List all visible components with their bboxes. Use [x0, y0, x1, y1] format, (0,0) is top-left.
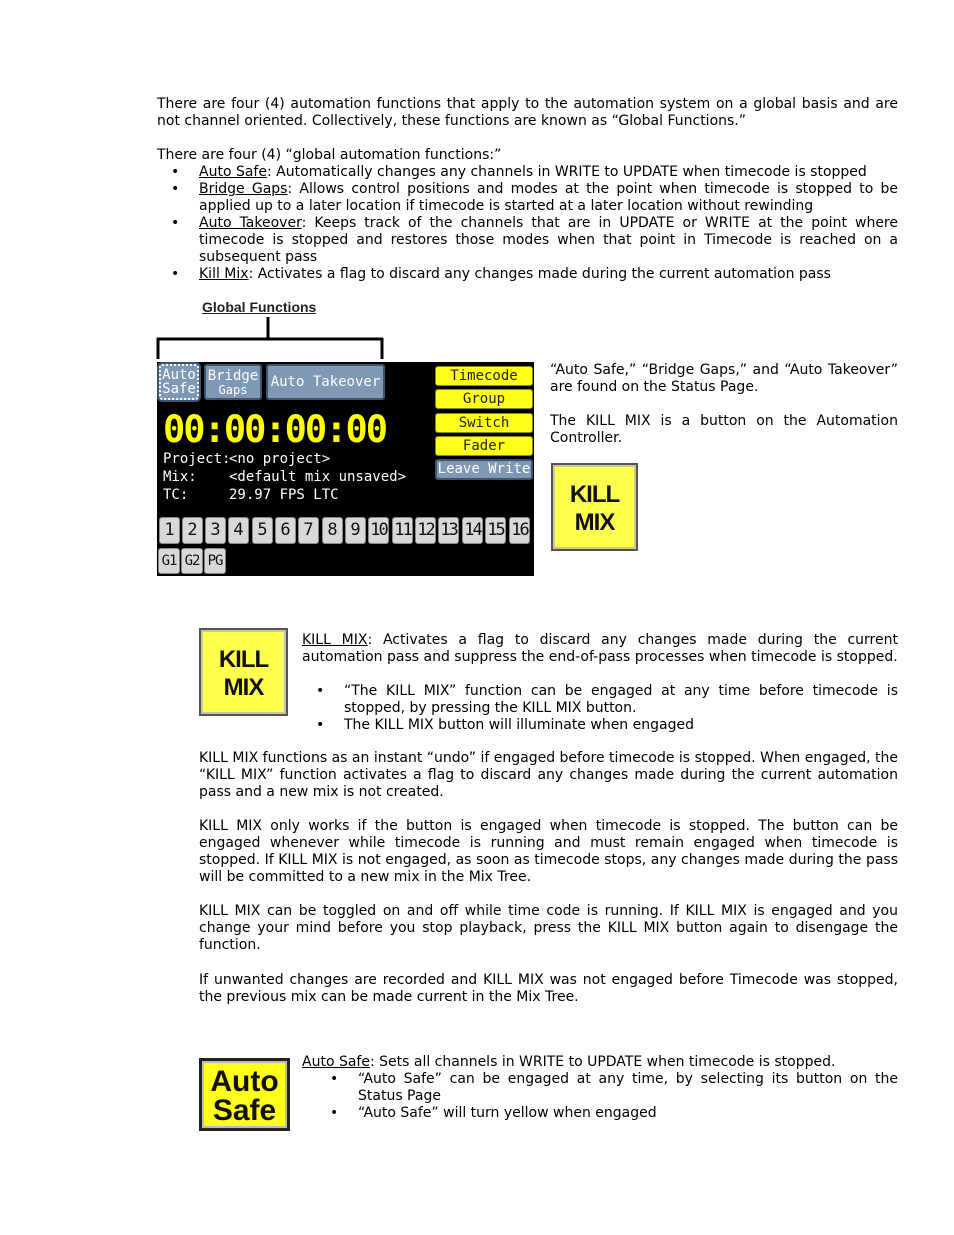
term-bridge-gaps: Bridge Gaps: [199, 181, 288, 197]
bracket-graphic: [155, 315, 387, 361]
leave-write-button[interactable]: Leave Write: [435, 459, 533, 480]
channel-button[interactable]: 14: [462, 517, 483, 544]
timecode-button[interactable]: Timecode: [435, 366, 533, 386]
channel-button[interactable]: 1: [159, 517, 180, 544]
kill-mix-bullets: [302, 683, 898, 734]
channel-button[interactable]: 2: [182, 517, 203, 544]
auto-safe-button-image: [199, 1058, 290, 1131]
kill-label-line1: KILL: [218, 646, 269, 673]
button-label: Bridge: [207, 368, 259, 384]
global-functions-list: [157, 164, 898, 283]
bullet: •: [330, 1105, 339, 1121]
term-description: : Activates a flag to discard any changes made during the current automation pass: [248, 266, 831, 282]
term-auto-safe: Auto Safe: [199, 164, 267, 180]
info-label: Project:: [163, 451, 231, 467]
auto-safe-term: Auto Safe: [302, 1054, 370, 1070]
bullet: •: [316, 717, 325, 733]
channel-button[interactable]: 12: [415, 517, 436, 544]
term-description: : Allows control positions and modes at the point when timecode is stopped to be applied up to a later location if timecode is started at a later location without rewinding: [199, 181, 899, 214]
kill-label-line2: MIX: [223, 674, 264, 701]
status-info: [163, 450, 406, 504]
list-intro: There are four (4) “global automation functions:”: [157, 147, 502, 163]
kill-mix-paragraph-1: KILL MIX functions as an instant “undo” if engaged before timecode is stopped. When engaged, the “KILL MIX” function activates a flag to discard any changes made during the current automation pass and a new mix is not created.: [199, 750, 898, 800]
kill-mix-desc: : Activates a flag to discard any changes made during the current automation pass and suppress the end-of-pass processes when timecode is stopped.: [302, 632, 898, 665]
status-page-screenshot: [157, 362, 534, 576]
kill-label-line2: MIX: [574, 509, 615, 536]
bullet-text: The KILL MIX button will illuminate when engaged: [344, 717, 694, 733]
group-pg-button[interactable]: PG: [204, 548, 226, 574]
bullet: •: [171, 266, 180, 282]
kill-mix-paragraph-4: If unwanted changes are recorded and KILL MIX was not engaged before Timecode was stopped, the previous mix can be made current in the Mix Tree.: [199, 972, 898, 1005]
list-item: [302, 717, 898, 734]
channel-button[interactable]: 16: [509, 517, 530, 544]
bullet: •: [171, 181, 180, 197]
global-functions-label: Global Functions: [202, 299, 317, 315]
channel-button[interactable]: 13: [438, 517, 459, 544]
mix-row: [163, 468, 406, 486]
button-label: Auto: [162, 367, 196, 383]
list-item: [157, 266, 898, 283]
list-item: [302, 683, 898, 717]
bullet: •: [171, 164, 180, 180]
term-description: : Automatically changes any channels in WRITE to UPDATE when timecode is stopped: [266, 164, 867, 180]
channel-button[interactable]: 15: [485, 517, 506, 544]
auto-safe-label-line1: Auto: [210, 1065, 279, 1098]
intro-paragraph: There are four (4) automation functions that apply to the automation system on a global basis and are not channel oriented. Collectively, these functions are known as “Global Functions.”: [157, 96, 898, 129]
info-label: TC:: [163, 487, 189, 503]
channel-button[interactable]: 9: [345, 517, 366, 544]
auto-safe-label-line2: Safe: [212, 1094, 277, 1127]
timecode-display: 00:00:00:00: [163, 408, 387, 451]
term-kill-mix: Kill Mix: [199, 266, 249, 282]
list-item: [316, 1071, 898, 1105]
group-g2-button[interactable]: G2: [181, 548, 203, 574]
auto-safe-desc: : Sets all channels in WRITE to UPDATE when timecode is stopped.: [369, 1054, 836, 1070]
list-item: [316, 1105, 898, 1122]
channel-button[interactable]: 4: [228, 517, 249, 544]
project-value: <no project>: [229, 451, 331, 467]
kill-mix-button-image-2: [199, 628, 288, 716]
list-item: [157, 215, 898, 266]
kill-mix-term: KILL MIX: [302, 632, 368, 648]
side-text-status-page: “Auto Safe,” “Bridge Gaps,” and “Auto Takeover” are found on the Status Page.: [550, 362, 898, 395]
list-item: [157, 164, 898, 181]
term-auto-takeover: Auto Takeover: [199, 215, 302, 231]
kill-mix-paragraph-3: KILL MIX can be toggled on and off while time code is running. If KILL MIX is engaged and you change your mind before you stop playback, press the KILL MIX button again to disengage the function.: [199, 903, 898, 953]
bridge-gaps-status-button[interactable]: [204, 364, 262, 400]
side-text-controller: The KILL MIX is a button on the Automation Controller.: [550, 413, 898, 446]
auto-safe-bullets: [316, 1071, 898, 1122]
kill-label-line1: KILL: [569, 481, 620, 508]
kill-mix-definition: [302, 632, 898, 666]
auto-safe-definition: [302, 1054, 898, 1071]
kill-mix-button-image: [551, 463, 638, 551]
switch-button[interactable]: Switch: [435, 413, 533, 433]
term-description: : Keeps track of the channels that are in UPDATE or WRITE at the point where timecode is stopped and restores those modes when that point in Timecode is reached on a subsequent pass: [199, 215, 898, 265]
fader-button[interactable]: Fader: [435, 436, 533, 456]
channel-button[interactable]: 8: [322, 517, 343, 544]
channel-button[interactable]: 11: [392, 517, 413, 544]
kill-mix-paragraph-2: KILL MIX only works if the button is engaged when timecode is stopped. The button can be engaged whenever while timecode is running and must remain engaged when timecode is stopped. If KILL MIX is not engaged, as soon as timecode stops, any changes made during the pass will be committed to a new mix in the Mix Tree.: [199, 818, 898, 885]
bullet: •: [171, 215, 180, 231]
bullet: •: [316, 683, 325, 699]
button-label: Safe: [162, 381, 196, 397]
list-item: [157, 181, 898, 215]
auto-safe-status-button[interactable]: [159, 364, 199, 400]
info-label: Mix:: [163, 469, 197, 485]
button-label: Gaps: [218, 383, 248, 397]
bullet-text: “Auto Safe” will turn yellow when engaged: [358, 1105, 657, 1121]
channel-button[interactable]: 5: [252, 517, 273, 544]
bullet-text: “The KILL MIX” function can be engaged at any time before timecode is stopped, by pressing the KILL MIX button.: [344, 683, 898, 716]
group-button[interactable]: Group: [435, 389, 533, 409]
group-g1-button[interactable]: G1: [158, 548, 180, 574]
tc-row: [163, 486, 406, 504]
bullet: •: [330, 1071, 339, 1087]
channel-button[interactable]: 10: [368, 517, 389, 544]
channel-button[interactable]: 6: [275, 517, 296, 544]
auto-takeover-status-button[interactable]: Auto Takeover: [266, 364, 385, 400]
channel-button[interactable]: 7: [298, 517, 319, 544]
mix-value: <default mix unsaved>: [229, 469, 407, 485]
tc-value: 29.97 FPS LTC: [229, 487, 339, 503]
project-row: [163, 450, 406, 468]
channel-button[interactable]: 3: [205, 517, 226, 544]
bullet-text: “Auto Safe” can be engaged at any time, by selecting its button on the Status Page: [358, 1071, 898, 1104]
